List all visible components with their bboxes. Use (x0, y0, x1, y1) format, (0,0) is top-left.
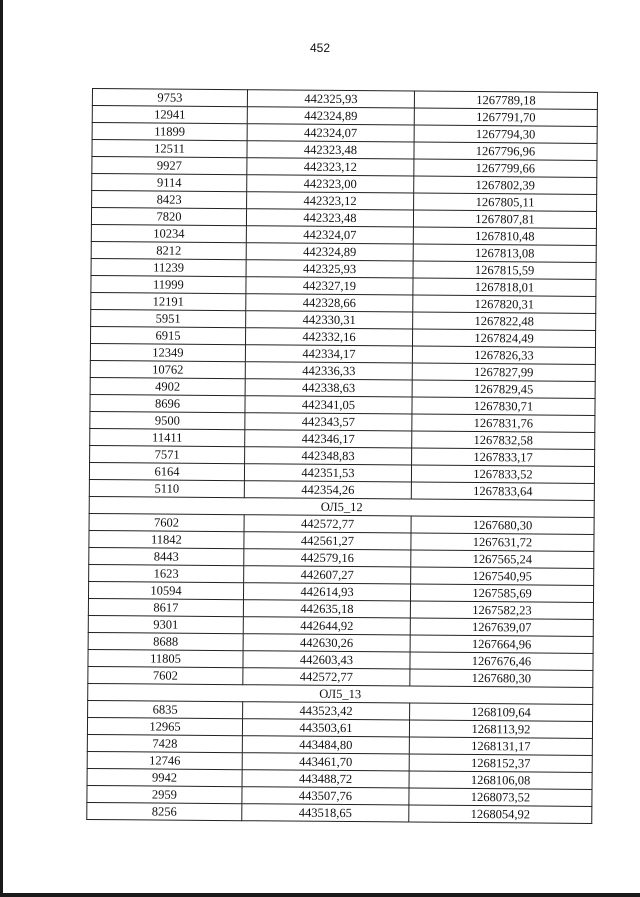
x-coordinate-cell: 442614,93 (243, 583, 410, 601)
coordinate-table (86, 88, 598, 824)
point-id-cell: 10594 (88, 581, 243, 599)
y-coordinate-cell: 1267815,59 (413, 261, 596, 279)
point-id-cell: 9927 (92, 157, 247, 175)
point-id-cell: 9301 (88, 615, 243, 633)
point-id-cell: 7602 (88, 666, 243, 684)
point-id-cell: 8617 (88, 598, 243, 616)
x-coordinate-cell: 442561,27 (244, 532, 411, 550)
x-coordinate-cell: 442327,19 (246, 277, 413, 295)
y-coordinate-cell: 1267807,81 (413, 210, 596, 228)
y-coordinate-cell: 1267833,17 (412, 448, 595, 466)
y-coordinate-cell: 1268152,37 (409, 754, 592, 772)
point-id-cell: 10234 (91, 224, 246, 242)
point-id-cell: 11899 (92, 123, 247, 141)
point-id-cell: 8443 (89, 547, 244, 565)
y-coordinate-cell: 1267813,08 (413, 244, 596, 262)
y-coordinate-cell: 1267820,31 (413, 295, 596, 313)
point-id-cell: 11842 (89, 530, 244, 548)
x-coordinate-cell: 443507,76 (242, 787, 409, 805)
y-coordinate-cell: 1267829,45 (412, 380, 595, 398)
y-coordinate-cell: 1267822,48 (413, 312, 596, 330)
point-id-cell: 8696 (90, 394, 245, 412)
point-id-cell: 2959 (87, 785, 242, 803)
x-coordinate-cell: 442603,43 (243, 651, 410, 669)
point-id-cell: 9114 (92, 174, 247, 192)
x-coordinate-cell: 443523,42 (243, 702, 410, 720)
y-coordinate-cell: 1267831,76 (412, 414, 595, 432)
page-number: 452 (309, 41, 331, 55)
x-coordinate-cell: 442341,05 (245, 396, 412, 414)
y-coordinate-cell: 1267582,23 (410, 601, 593, 619)
section-title: ОЛ5_13 (88, 683, 593, 704)
point-id-cell: 8423 (92, 191, 247, 209)
y-coordinate-cell: 1267680,30 (410, 669, 593, 687)
x-coordinate-cell: 442572,77 (243, 668, 410, 686)
point-id-cell: 5951 (91, 309, 246, 327)
point-id-cell: 11239 (91, 258, 246, 276)
x-coordinate-cell: 442334,17 (245, 345, 412, 363)
y-coordinate-cell: 1267565,24 (411, 550, 594, 568)
scan-border-left (0, 0, 3, 897)
x-coordinate-cell: 442323,12 (247, 158, 414, 176)
x-coordinate-cell: 442324,89 (246, 243, 413, 261)
x-coordinate-cell: 442630,26 (243, 634, 410, 652)
point-id-cell: 12511 (92, 140, 247, 158)
y-coordinate-cell: 1267664,96 (410, 635, 593, 653)
table-row (87, 802, 592, 823)
x-coordinate-cell: 442323,00 (247, 175, 414, 193)
x-coordinate-cell: 442328,66 (246, 294, 413, 312)
x-coordinate-cell: 443488,72 (242, 770, 409, 788)
x-coordinate-cell: 443461,70 (242, 753, 409, 771)
x-coordinate-cell: 442354,26 (244, 481, 411, 499)
x-coordinate-cell: 442336,33 (245, 362, 412, 380)
scan-border-bottom (0, 893, 640, 897)
point-id-cell: 8256 (87, 802, 242, 820)
y-coordinate-cell: 1268073,52 (409, 788, 592, 806)
x-coordinate-cell: 442343,57 (245, 413, 412, 431)
y-coordinate-cell: 1267833,64 (411, 482, 594, 500)
y-coordinate-cell: 1267676,46 (410, 652, 593, 670)
x-coordinate-cell: 443518,65 (242, 804, 409, 822)
y-coordinate-cell: 1268106,08 (409, 771, 592, 789)
x-coordinate-cell: 442324,07 (246, 226, 413, 244)
x-coordinate-cell: 442324,89 (247, 107, 414, 125)
point-id-cell: 9500 (90, 411, 245, 429)
x-coordinate-cell: 442325,93 (246, 260, 413, 278)
y-coordinate-cell: 1268109,64 (410, 703, 593, 721)
x-coordinate-cell: 442572,77 (244, 515, 411, 533)
y-coordinate-cell: 1267805,11 (414, 193, 597, 211)
y-coordinate-cell: 1267830,71 (412, 397, 595, 415)
point-id-cell: 6164 (89, 462, 244, 480)
y-coordinate-cell: 1267585,69 (410, 584, 593, 602)
y-coordinate-cell: 1267799,66 (414, 159, 597, 177)
y-coordinate-cell: 1267824,49 (412, 329, 595, 347)
point-id-cell: 7571 (90, 445, 245, 463)
point-id-cell: 1623 (89, 564, 244, 582)
y-coordinate-cell: 1267631,72 (411, 533, 594, 551)
x-coordinate-cell: 443503,61 (242, 719, 409, 737)
y-coordinate-cell: 1268054,92 (409, 805, 592, 823)
x-coordinate-cell: 442332,16 (245, 328, 412, 346)
x-coordinate-cell: 442330,31 (246, 311, 413, 329)
point-id-cell: 11805 (88, 649, 243, 667)
y-coordinate-cell: 1267540,95 (411, 567, 594, 585)
point-id-cell: 12941 (92, 106, 247, 124)
x-coordinate-cell: 442635,18 (243, 600, 410, 618)
point-id-cell: 9753 (92, 89, 247, 107)
point-id-cell: 12191 (91, 292, 246, 310)
section-title: ОЛ5_12 (89, 496, 594, 517)
y-coordinate-cell: 1267827,99 (412, 363, 595, 381)
coordinate-table-body (87, 89, 598, 824)
point-id-cell: 8688 (88, 632, 243, 650)
point-id-cell: 11999 (91, 275, 246, 293)
point-id-cell: 7820 (91, 208, 246, 226)
point-id-cell: 12349 (90, 343, 245, 361)
y-coordinate-cell: 1267802,39 (414, 176, 597, 194)
x-coordinate-cell: 442348,83 (245, 447, 412, 465)
x-coordinate-cell: 442346,17 (245, 430, 412, 448)
y-coordinate-cell: 1267794,30 (414, 125, 597, 143)
point-id-cell: 6835 (88, 700, 243, 718)
point-id-cell: 5110 (89, 479, 244, 497)
x-coordinate-cell: 442579,16 (244, 549, 411, 567)
x-coordinate-cell: 442325,93 (247, 90, 414, 108)
y-coordinate-cell: 1267810,48 (413, 227, 596, 245)
point-id-cell: 12965 (87, 717, 242, 735)
x-coordinate-cell: 442323,12 (247, 192, 414, 210)
x-coordinate-cell: 442323,48 (246, 209, 413, 227)
point-id-cell: 11411 (90, 428, 245, 446)
x-coordinate-cell: 442323,48 (247, 141, 414, 159)
y-coordinate-cell: 1267796,96 (414, 142, 597, 160)
point-id-cell: 6915 (90, 326, 245, 344)
point-id-cell: 9942 (87, 768, 242, 786)
x-coordinate-cell: 442324,07 (247, 124, 414, 142)
y-coordinate-cell: 1267832,58 (412, 431, 595, 449)
y-coordinate-cell: 1267789,18 (414, 91, 597, 109)
point-id-cell: 7428 (87, 734, 242, 752)
point-id-cell: 8212 (91, 241, 246, 259)
y-coordinate-cell: 1267833,52 (411, 465, 594, 483)
y-coordinate-cell: 1268113,92 (409, 720, 592, 738)
x-coordinate-cell: 442351,53 (244, 464, 411, 482)
y-coordinate-cell: 1267826,33 (412, 346, 595, 364)
y-coordinate-cell: 1267680,30 (411, 516, 594, 534)
x-coordinate-cell: 442338,63 (245, 379, 412, 397)
point-id-cell: 4902 (90, 377, 245, 395)
point-id-cell: 12746 (87, 751, 242, 769)
point-id-cell: 7602 (89, 513, 244, 531)
y-coordinate-cell: 1268131,17 (409, 737, 592, 755)
x-coordinate-cell: 442607,27 (244, 566, 411, 584)
x-coordinate-cell: 443484,80 (242, 736, 409, 754)
y-coordinate-cell: 1267818,01 (413, 278, 596, 296)
point-id-cell: 10762 (90, 360, 245, 378)
y-coordinate-cell: 1267791,70 (414, 108, 597, 126)
y-coordinate-cell: 1267639,07 (410, 618, 593, 636)
x-coordinate-cell: 442644,92 (243, 617, 410, 635)
